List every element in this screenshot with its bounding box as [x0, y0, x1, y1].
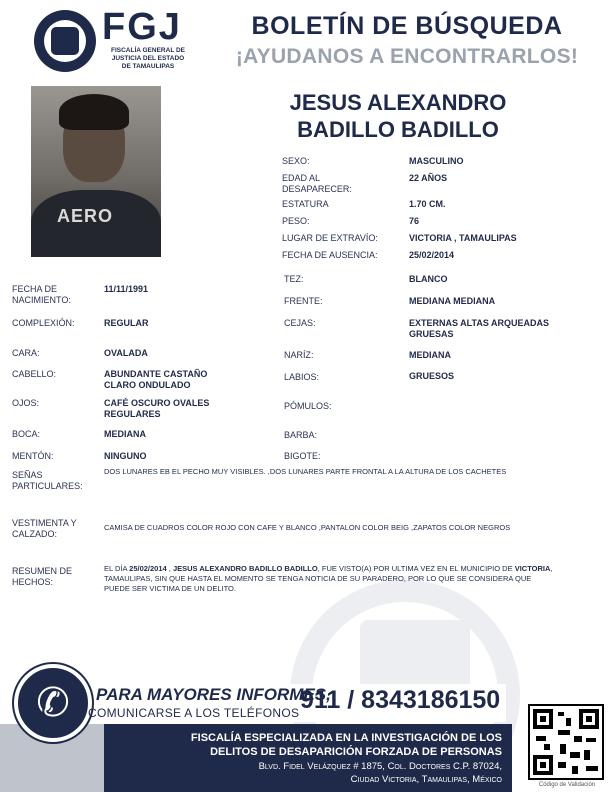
- field-label-lugar: LUGAR DE EXTRAVÍO:: [282, 233, 378, 243]
- fgj-seal-logo: [34, 10, 96, 72]
- field-label-tez: TEZ:: [284, 274, 304, 284]
- field-value-menton: NINGUNO: [104, 451, 147, 461]
- field-value-tez: BLANCO: [409, 274, 448, 284]
- field-label-cejas: CEJAS:: [284, 318, 316, 328]
- agency-name: FISCALÍA ESPECIALIZADA EN LA INVESTIGACIÓN DE LOS DELITOS DE DESAPARICIÓN FORZADA DE PERSONAS: [190, 732, 502, 759]
- field-value-sexo: MASCULINO: [409, 156, 464, 166]
- bulletin-subtitle: ¡AYUDANOS A ENCONTRARLOS!: [235, 45, 579, 68]
- phone-numbers: 911 / 8343186150: [300, 686, 501, 714]
- field-value-peso: 76: [409, 216, 420, 226]
- field-label-cabello: CABELLO:: [12, 369, 57, 379]
- field-value-complexion: REGULAR: [104, 318, 149, 328]
- phone-icon: ✆: [36, 681, 70, 725]
- field-label-estatura: ESTATURA: [282, 199, 329, 209]
- field-value-cejas: EXTERNAS ALTAS ARQUEADAS GRUESAS: [409, 318, 550, 339]
- logo-subtitle: FISCALÍA GENERAL DE JUSTICIA DEL ESTADO DE TAMAULIPAS: [110, 47, 186, 71]
- field-label-labios: LABIOS:: [284, 372, 320, 382]
- field-label-cara: CARA:: [12, 348, 40, 358]
- field-label-menton: MENTÓN:: [12, 451, 54, 461]
- field-value-edad: 22 AÑOS: [409, 173, 448, 183]
- field-label-resumen: RESUMEN DE HECHOS:: [12, 566, 73, 587]
- field-label-nacimiento: FECHA DE NACIMIENTO:: [12, 284, 71, 305]
- info-line-2: COMUNICARSE A LOS TELÉFONOS: [88, 706, 300, 720]
- person-name: JESUS ALEXANDRO BADILLO BADILLO: [289, 90, 507, 142]
- field-label-vestimenta: VESTIMENTA Y CALZADO:: [12, 518, 77, 539]
- info-line-1: PARA MAYORES INFORMES,: [96, 685, 331, 704]
- field-value-senas: DOS LUNARES EB EL PECHO MUY VISIBLES. ,DOS LUNARES PARTE FRONTAL A LA ALTURA DE LOS CACHETES: [104, 467, 507, 476]
- field-label-barba: BARBA:: [284, 430, 318, 440]
- field-value-frente: MEDIANA MEDIANA: [409, 296, 496, 306]
- photo-shirt-text: AERO: [57, 206, 114, 226]
- field-label-nariz: NARÍZ:: [284, 350, 314, 360]
- field-label-fecha-ausencia: FECHA DE AUSENCIA:: [282, 250, 378, 260]
- field-value-resumen: EL DÍA 25/02/2014 , JESUS ALEXANDRO BADILLO BADILLO, FUE VISTO(A) POR ULTIMA VEZ EN EL MUNICIPIO DE VICTORIA, TAMAULIPAS, SIN QUE HASTA EL MOMENTO SE TENGA NOTICIA DE SU PARADERO, POR LO QUE SE CONSIDERA QUE PUEDE SER VICTIMA DE UN DELITO.: [104, 564, 553, 593]
- field-value-nacimiento: 11/11/1991: [104, 284, 149, 294]
- agency-address: Blvd. Fidel Velázquez # 1875, Col. Doctores C.P. 87024, Ciudad Victoria, Tamaulipas, México: [258, 761, 502, 786]
- field-label-ojos: OJOS:: [12, 398, 40, 408]
- bulletin-title: BOLETÍN DE BÚSQUEDA: [251, 12, 563, 40]
- field-label-complexion: COMPLEXIÓN:: [12, 318, 75, 328]
- field-label-boca: BOCA:: [12, 429, 41, 439]
- field-value-ojos: CAFÉ OSCURO OVALES REGULARES: [104, 398, 210, 419]
- field-value-estatura: 1.70 CM.: [409, 199, 446, 209]
- field-label-senas: SEÑAS PARTICULARES:: [12, 470, 83, 491]
- field-value-cabello: ABUNDANTE CASTAÑO CLARO ONDULADO: [104, 369, 208, 390]
- field-label-pomulos: PÓMULOS:: [284, 401, 332, 411]
- person-photo: [31, 86, 161, 257]
- field-value-boca: MEDIANA: [104, 429, 146, 439]
- field-label-bigote: BIGOTE:: [284, 451, 321, 461]
- field-label-edad: EDAD AL DESAPARECER:: [282, 173, 352, 194]
- field-value-fecha-ausencia: 25/02/2014: [409, 250, 455, 260]
- field-value-cara: OVALADA: [104, 348, 148, 358]
- qr-label: Código de Validación: [538, 782, 596, 788]
- field-label-sexo: SEXO:: [282, 156, 310, 166]
- field-value-nariz: MEDIANA: [409, 350, 451, 360]
- field-label-peso: PESO:: [282, 216, 310, 226]
- logo-text: FGJ: [102, 6, 182, 48]
- field-value-labios: GRUESOS: [409, 371, 455, 381]
- field-value-vestimenta: CAMISA DE CUADROS COLOR ROJO CON CAFE Y BLANCO ,PANTALON COLOR BEIG ,ZAPATOS COLOR NEGROS: [104, 523, 511, 532]
- field-label-frente: FRENTE:: [284, 296, 323, 306]
- field-value-lugar: VICTORIA , TAMAULIPAS: [409, 233, 517, 243]
- validation-qr-code: [528, 704, 604, 780]
